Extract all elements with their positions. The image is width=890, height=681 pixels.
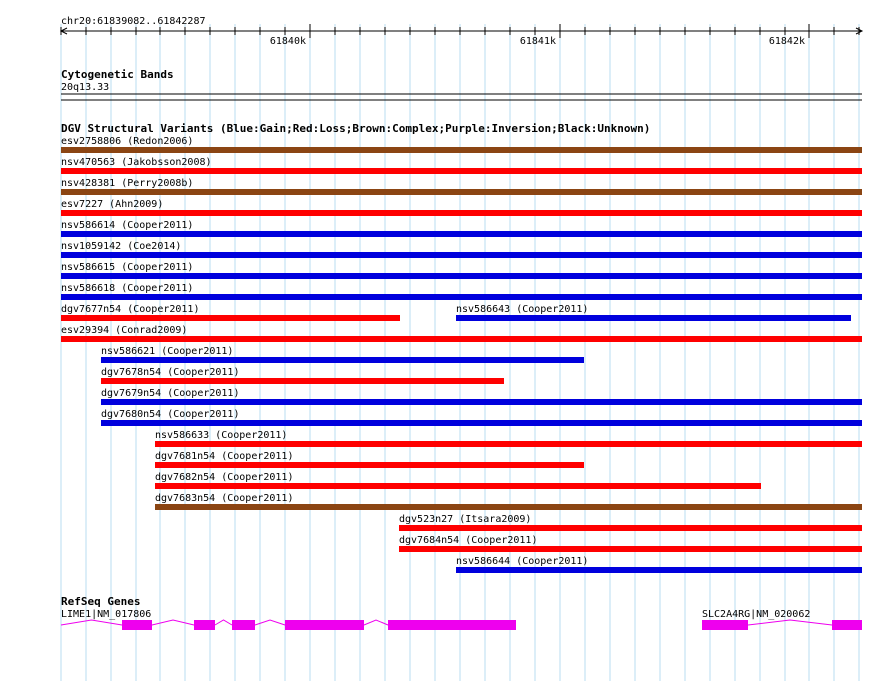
gene-intron bbox=[61, 620, 122, 625]
variant-bar[interactable] bbox=[61, 336, 862, 342]
gene-exon[interactable] bbox=[122, 620, 152, 630]
variant-bar[interactable] bbox=[456, 315, 851, 321]
gene-label[interactable]: LIME1|NM_017806 bbox=[61, 609, 152, 620]
variant-label[interactable]: nsv1059142 (Coe2014) bbox=[61, 241, 182, 252]
ruler-location-label: chr20:61839082..61842287 bbox=[61, 16, 206, 27]
variant-bar[interactable] bbox=[101, 357, 584, 363]
ruler-tick-label: 61841k bbox=[519, 36, 556, 47]
variant-label[interactable]: esv7227 (Ahn2009) bbox=[61, 199, 164, 210]
variant-label[interactable]: dgv7680n54 (Cooper2011) bbox=[101, 409, 240, 420]
variant-bar[interactable] bbox=[155, 441, 862, 447]
refseq-features bbox=[61, 609, 862, 630]
gene-intron bbox=[364, 620, 388, 625]
refseq-track-title: RefSeq Genes bbox=[61, 595, 141, 608]
dgv-track bbox=[61, 122, 862, 573]
variant-label[interactable]: nsv586618 (Cooper2011) bbox=[61, 283, 194, 294]
ruler-track bbox=[61, 16, 862, 47]
variant-bar[interactable] bbox=[101, 420, 862, 426]
variant-bar[interactable] bbox=[61, 210, 862, 216]
variant-label[interactable]: dgv7682n54 (Cooper2011) bbox=[155, 472, 294, 483]
variant-label[interactable]: nsv470563 (Jakobsson2008) bbox=[61, 157, 212, 168]
dgv-track-title: DGV Structural Variants (Blue:Gain;Red:Loss;Brown:Complex;Purple:Inversion;Black:Unknown) bbox=[61, 122, 651, 135]
variant-label[interactable]: esv29394 (Conrad2009) bbox=[61, 325, 188, 336]
variant-bar[interactable] bbox=[61, 189, 862, 195]
gene-exon[interactable] bbox=[388, 620, 516, 630]
variant-bar[interactable] bbox=[399, 546, 862, 552]
variant-bar[interactable] bbox=[61, 294, 862, 300]
ruler-tick-label: 61842k bbox=[768, 36, 805, 47]
variant-label[interactable]: dgv523n27 (Itsara2009) bbox=[399, 514, 532, 525]
variant-label[interactable]: dgv7678n54 (Cooper2011) bbox=[101, 367, 240, 378]
gene-exon[interactable] bbox=[285, 620, 364, 630]
variant-bar[interactable] bbox=[101, 378, 504, 384]
gene-exon[interactable] bbox=[194, 620, 215, 630]
variant-bar[interactable] bbox=[61, 168, 862, 174]
variant-label[interactable]: dgv7684n54 (Cooper2011) bbox=[399, 535, 538, 546]
variant-bar[interactable] bbox=[456, 567, 862, 573]
variant-label[interactable]: dgv7677n54 (Cooper2011) bbox=[61, 304, 200, 315]
variant-bar[interactable] bbox=[61, 147, 862, 153]
gene-label[interactable]: SLC2A4RG|NM_020062 bbox=[702, 609, 811, 620]
cytoband-label: 20q13.33 bbox=[61, 82, 110, 93]
variant-label[interactable]: nsv586644 (Cooper2011) bbox=[456, 556, 589, 567]
variant-bar[interactable] bbox=[155, 483, 761, 489]
variant-bar[interactable] bbox=[61, 231, 862, 237]
variant-label[interactable]: nsv586643 (Cooper2011) bbox=[456, 304, 589, 315]
variant-label[interactable]: nsv586621 (Cooper2011) bbox=[101, 346, 234, 357]
variant-bar[interactable] bbox=[101, 399, 862, 405]
variant-bar[interactable] bbox=[155, 462, 584, 468]
variant-label[interactable]: dgv7683n54 (Cooper2011) bbox=[155, 493, 294, 504]
cytoband-track-title: Cytogenetic Bands bbox=[61, 68, 174, 81]
gene-intron bbox=[748, 620, 832, 625]
variant-label[interactable]: dgv7681n54 (Cooper2011) bbox=[155, 451, 294, 462]
gene-exon[interactable] bbox=[702, 620, 748, 630]
dgv-features bbox=[61, 136, 862, 573]
variant-bar[interactable] bbox=[399, 525, 862, 531]
variant-label[interactable]: nsv428381 (Perry2008b) bbox=[61, 178, 194, 189]
variant-bar[interactable] bbox=[155, 504, 862, 510]
variant-label[interactable]: nsv586614 (Cooper2011) bbox=[61, 220, 194, 231]
cytoband-track bbox=[61, 68, 862, 100]
refseq-track bbox=[61, 595, 862, 630]
variant-label[interactable]: dgv7679n54 (Cooper2011) bbox=[101, 388, 240, 399]
variant-label[interactable]: esv2758806 (Redon2006) bbox=[61, 136, 194, 147]
variant-label[interactable]: nsv586615 (Cooper2011) bbox=[61, 262, 194, 273]
gene-exon[interactable] bbox=[232, 620, 255, 630]
ruler-tick-label: 61840k bbox=[269, 36, 306, 47]
variant-bar[interactable] bbox=[61, 315, 400, 321]
variant-label[interactable]: nsv586633 (Cooper2011) bbox=[155, 430, 288, 441]
variant-bar[interactable] bbox=[61, 273, 862, 279]
variant-bar[interactable] bbox=[61, 252, 862, 258]
gene-exon[interactable] bbox=[832, 620, 862, 630]
gene-intron bbox=[152, 620, 194, 625]
gene-intron bbox=[215, 620, 232, 625]
